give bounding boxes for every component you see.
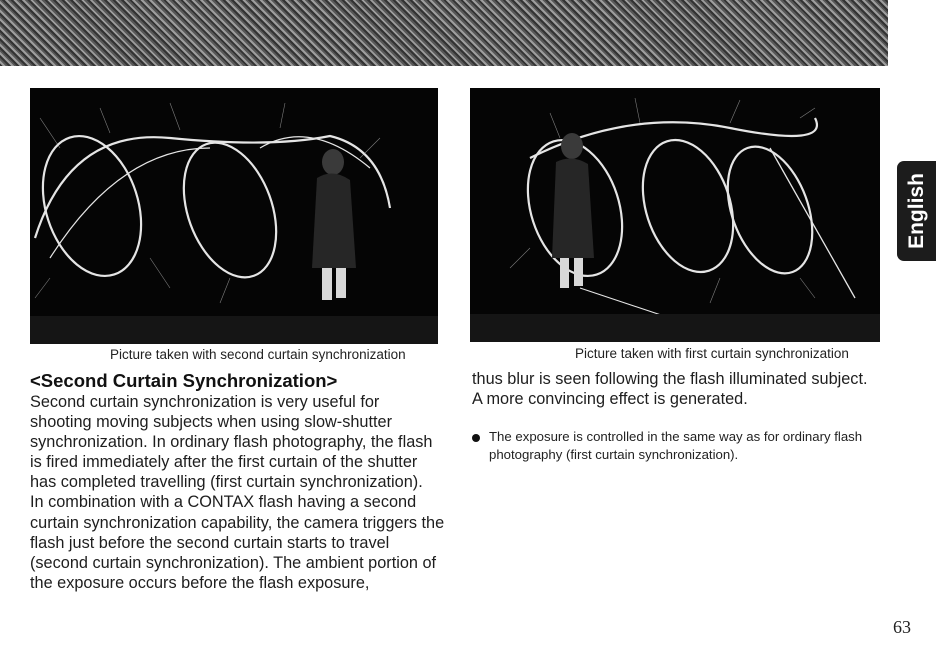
light-trail-image [30, 88, 438, 344]
photo-caption-left: Picture taken with second curtain synchronization [110, 347, 406, 362]
body-text-left-column [30, 392, 445, 593]
bullet-note-text: The exposure is controlled in the same way as for ordinary flash photography (first curtain synchronization). [489, 429, 863, 462]
language-tab-label: English [904, 173, 928, 249]
page-number: 63 [893, 617, 911, 637]
photo-first-curtain-sync [470, 88, 880, 342]
photo-second-curtain-sync [30, 88, 438, 344]
paragraph-contax-flash: In combination with a CONTAX flash having a second curtain synchronization capability, the camera triggers the flash just before the second curtain starts to travel (second curtain synchronization). The ambient portion of the exposure occurs before the flash exposure, [30, 493, 445, 592]
language-tab [897, 161, 936, 261]
bullet-note [472, 428, 892, 464]
section-heading: <Second Curtain Synchronization> [30, 370, 338, 391]
photo-caption-right: Picture taken with first curtain synchronization [575, 346, 849, 361]
paragraph-intro: Second curtain synchronization is very useful for shooting moving subjects when using slow-shutter synchronization. In ordinary flash photography, the flash is fired immediately after the first curtain of the shutter has completed travelling (first curtain synchronization). [30, 393, 433, 492]
header-texture-band [0, 0, 888, 66]
bullet-icon [472, 428, 489, 464]
light-trail-image [470, 88, 880, 342]
paragraph-continuation: thus blur is seen following the flash illuminated subject. A more convincing effect is generated. [472, 370, 868, 409]
